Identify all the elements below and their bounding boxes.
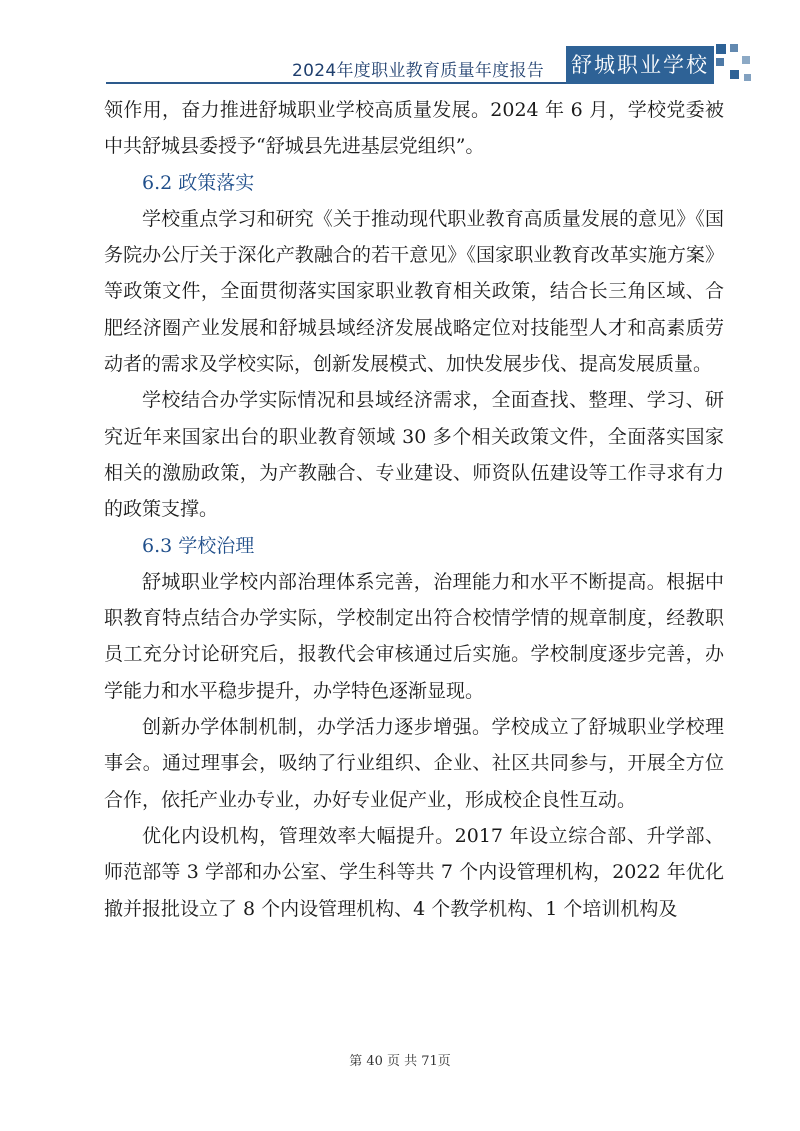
paragraph-governance-mechanism: 创新办学体制机制，办学活力逐步增强。学校成立了舒城职业学校理事会。通过理事会，吸纳了行业组织、企业、社区共同参与，开展全方位合作，依托产业办专业，办好专业促产业，形成校企良性互动。 [104, 716, 724, 811]
school-brand-badge: 舒城职业学校 [566, 46, 714, 84]
page-number: 第 40 页 共 71页 [349, 1054, 451, 1069]
paragraph-policy-study: 学校重点学习和研究《关于推动现代职业教育高质量发展的意见》《国务院办公厅关于深化产教融合的若干意见》《国家职业教育改革实施方案》等政策文件，全面贯彻落实国家职业教育相关政策，结合长三角区域、合肥经济圈产业发展和舒城县域经济发展战略定位对技能型人才和高素质劳动者的需求及学校实际，创新发展模式、加快发展步伐、提高发展质量。 [104, 207, 724, 376]
section-heading-governance: 6.3 学校治理 [142, 534, 255, 557]
paragraph-governance-system: 舒城职业学校内部治理体系完善，治理能力和水平不断提高。根据中职教育特点结合办学实际，学校制定出符合校情学情的规章制度，经教职员工充分讨论研究后，报教代会审核通过后实施。学校制度逐步完善，办学能力和水平稳步提升，办学特色逐渐显现。 [104, 570, 724, 702]
section-heading-policy: 6.2 政策落实 [142, 171, 255, 194]
report-title: 2024年度职业教育质量年度报告 [292, 61, 545, 81]
paragraph-policy-implementation: 学校结合办学实际情况和县域经济需求，全面查找、整理、学习、研究近年来国家出台的职业教育领域 30 多个相关政策文件，全面落实国家相关的激励政策，为产教融合、专业建设、师资队伍建设等工作寻求有力的政策支撑。 [104, 389, 724, 521]
page-content [104, 92, 724, 927]
paragraph-continuation: 领作用，奋力推进舒城职业学校高质量发展。2024 年 6 月，学校党委被中共舒城县委授予“舒城县先进基层党组织”。 [104, 99, 724, 158]
paragraph-governance-structure: 优化内设机构，管理效率大幅提升。2017 年设立综合部、升学部、师范部等 3 学部和办公室、学生科等共 7 个内设管理机构，2022 年优化撤并报批设立了 8 个内设管理机构、4 个教学机构、1 个培训机构及 [104, 824, 724, 920]
